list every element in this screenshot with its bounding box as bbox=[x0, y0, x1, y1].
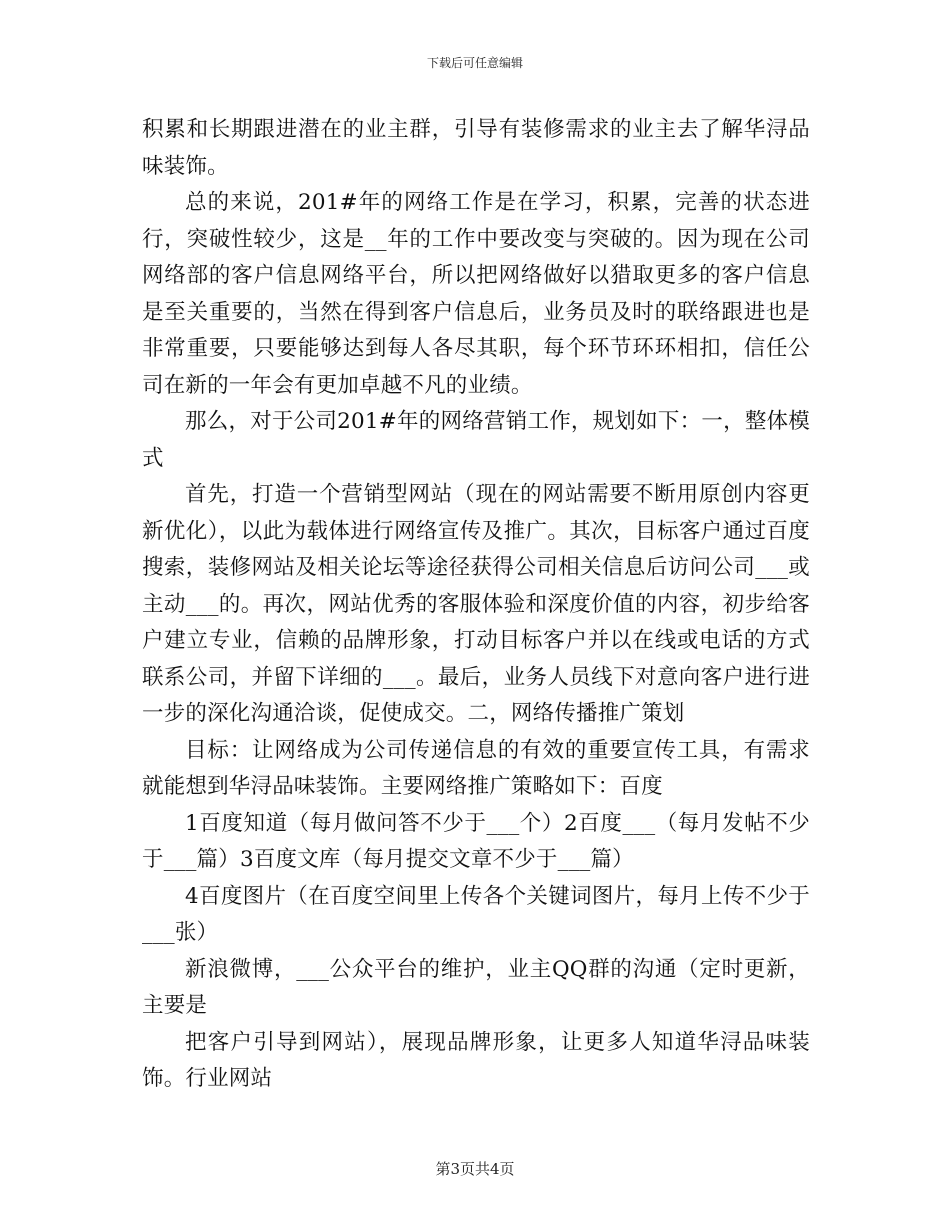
page-header: 下载后可任意编辑 bbox=[426, 56, 523, 70]
paragraph-4: 首先，打造一个营销型网站（现在的网站需要不断用原创内容更新优化），以此为载体进行网络宣传及推广。其次，目标客户通过百度搜索，装修网站及相关论坛等途径获得公司相关信息后访问公司___或主动___的。再次，网站优秀的客服体验和深度价值的内容，初步给客户建立专业，信赖的品牌形象，打动目标客户并以在线或电话的方式联系公司，并留下详细的___。最后，业务人员线下对意向客户进行进一步的深化沟通洽谈，促使成交。二，网络传播推广策划 bbox=[142, 482, 810, 726]
document-body bbox=[142, 112, 810, 1098]
paragraph-2: 总的来说，201#年的网络工作是在学习，积累，完善的状态进行，突破性较少，这是__年的工作中要改变与突破的。因为现在公司网络部的客户信息网络平台，所以把网络做好以猎取更多的客户信息是至关重要的，当然在得到客户信息后，业务员及时的联络跟进也是非常重要，只要能够达到每人各尽其职，每个环节环环相扣，信任公司在新的一年会有更加卓越不凡的业绩。 bbox=[142, 190, 810, 398]
paragraph-9: 把客户引导到网站），展现品牌形象，让更多人知道华浔品味装饰。行业网站 bbox=[142, 1029, 810, 1091]
paragraph-6: 1百度知道（每月做问答不少于___个）2百度___（每月发帖不少于___篇）3百度文库（每月提交文章不少于___篇） bbox=[142, 810, 810, 872]
paragraph-8: 新浪微博，___公众平台的维护，业主QQ群的沟通（定时更新，主要是 bbox=[142, 956, 810, 1018]
paragraph-3: 那么，对于公司201#年的网络营销工作，规划如下：一，整体模式 bbox=[142, 409, 810, 471]
page-footer: 第3页共4页 bbox=[435, 1160, 515, 1178]
paragraph-5: 目标：让网络成为公司传递信息的有效的重要宣传工具，有需求就能想到华浔品味装饰。主要网络推广策略如下：百度 bbox=[142, 737, 810, 799]
paragraph-7: 4百度图片（在百度空间里上传各个关键词图片，每月上传不少于___张） bbox=[142, 883, 810, 945]
paragraph-1: 积累和长期跟进潜在的业主群，引导有装修需求的业主去了解华浔品味装饰。 bbox=[142, 117, 810, 179]
